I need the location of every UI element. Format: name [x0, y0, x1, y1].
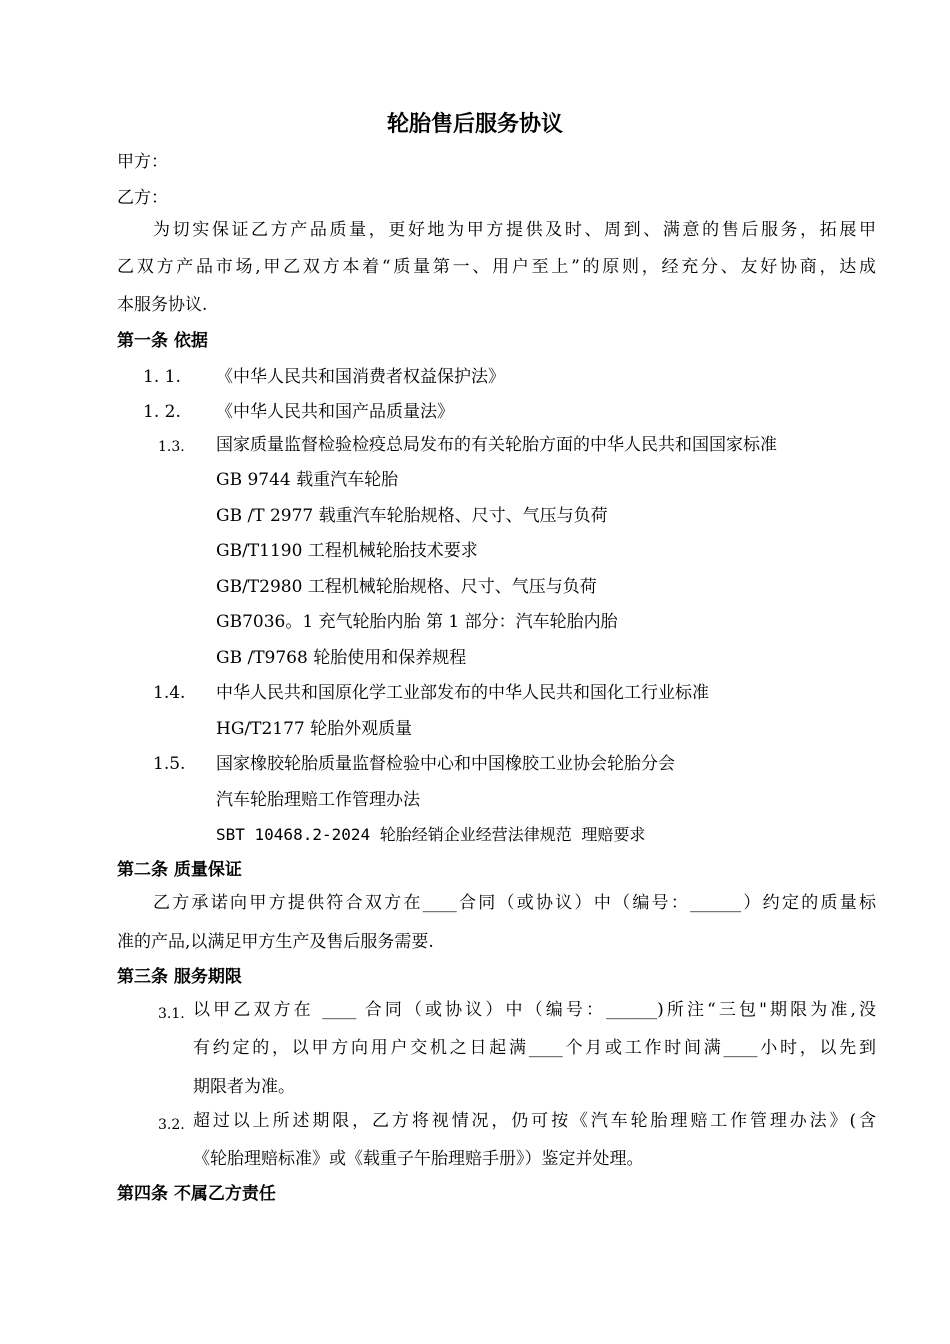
standard-line: HG/T2177 轮胎外观质量 — [216, 719, 413, 739]
standard-line: SBT 10468.2-2024 轮胎经销企业经营法律规范 理赔要求 — [216, 825, 646, 844]
item-text: 以甲乙双方在 ____ 合同（或协议）中（编号：______)所注“三包"期限为准,没 — [193, 1000, 876, 1020]
standard-line: GB/T2980 工程机械轮胎规格、尺寸、气压与负荷 — [216, 577, 597, 597]
intro-line-1: 为切实保证乙方产品质量，更好地为甲方提供及时、周到、满意的售后服务，拓展甲 — [153, 220, 876, 240]
item-text: 国家橡胶轮胎质量监督检验中心和中国橡胶工业协会轮胎分会 — [216, 754, 675, 774]
item-text: 中华人民共和国原化学工业部发布的中华人民共和国化工行业标准 — [216, 683, 709, 703]
item-number: 1. 2. — [143, 402, 181, 422]
item-text: 国家质量监督检验检疫总局发布的有关轮胎方面的中华人民共和国国家标准 — [216, 435, 777, 455]
item-text: 《轮胎理赔标准》或《载重子午胎理赔手册》）鉴定并处理。 — [193, 1149, 644, 1169]
party-b-line: 乙方： — [117, 188, 168, 208]
item-text: 超过以上所述期限，乙方将视情况，仍可按《汽车轮胎理赔工作管理办法》(含 — [193, 1111, 876, 1131]
article-2-heading: 第二条 质量保证 — [117, 860, 242, 880]
article-4-heading: 第四条 不属乙方责任 — [117, 1184, 276, 1204]
item-number: 1.4. — [153, 683, 186, 703]
standard-line: GB /T9768 轮胎使用和保养规程 — [216, 648, 467, 668]
article-1-heading: 第一条 依据 — [117, 331, 208, 351]
item-number: 1.3. — [158, 439, 185, 455]
intro-line-2: 乙双方产品市场,甲乙双方本着“质量第一、用户至上”的原则，经充分、友好协商，达成 — [117, 257, 876, 277]
standard-line: GB/T1190 工程机械轮胎技术要求 — [216, 541, 478, 561]
document-title: 轮胎售后服务协议 — [386, 112, 563, 137]
standard-line: 汽车轮胎理赔工作管理办法 — [216, 790, 420, 810]
party-a-line: 甲方： — [117, 152, 168, 172]
item-number: 3.2. — [158, 1117, 185, 1133]
article-2-line-2: 准的产品,以满足甲方生产及售后服务需要. — [117, 932, 434, 952]
item-text: 《中华人民共和国消费者权益保护法》 — [216, 367, 505, 387]
standard-line: GB7036。1 充气轮胎内胎 第 1 部分：汽车轮胎内胎 — [216, 612, 618, 632]
article-3-heading: 第三条 服务期限 — [117, 967, 242, 987]
standard-line: GB /T 2977 载重汽车轮胎规格、尺寸、气压与负荷 — [216, 506, 608, 526]
article-2-line-1: 乙方承诺向甲方提供符合双方在____合同（或协议）中（编号：______）约定的质量标 — [153, 893, 876, 913]
item-text: 有约定的，以甲方向用户交机之日起满____个月或工作时间满____小时，以先到 — [193, 1038, 876, 1058]
item-number: 3.1. — [158, 1006, 185, 1022]
item-text: 期限者为准。 — [193, 1077, 295, 1097]
item-text: 《中华人民共和国产品质量法》 — [216, 402, 454, 422]
intro-line-3: 本服务协议. — [117, 295, 208, 315]
item-number: 1.5. — [153, 754, 186, 774]
item-number: 1. 1. — [143, 367, 181, 387]
standard-line: GB 9744 载重汽车轮胎 — [216, 470, 399, 490]
